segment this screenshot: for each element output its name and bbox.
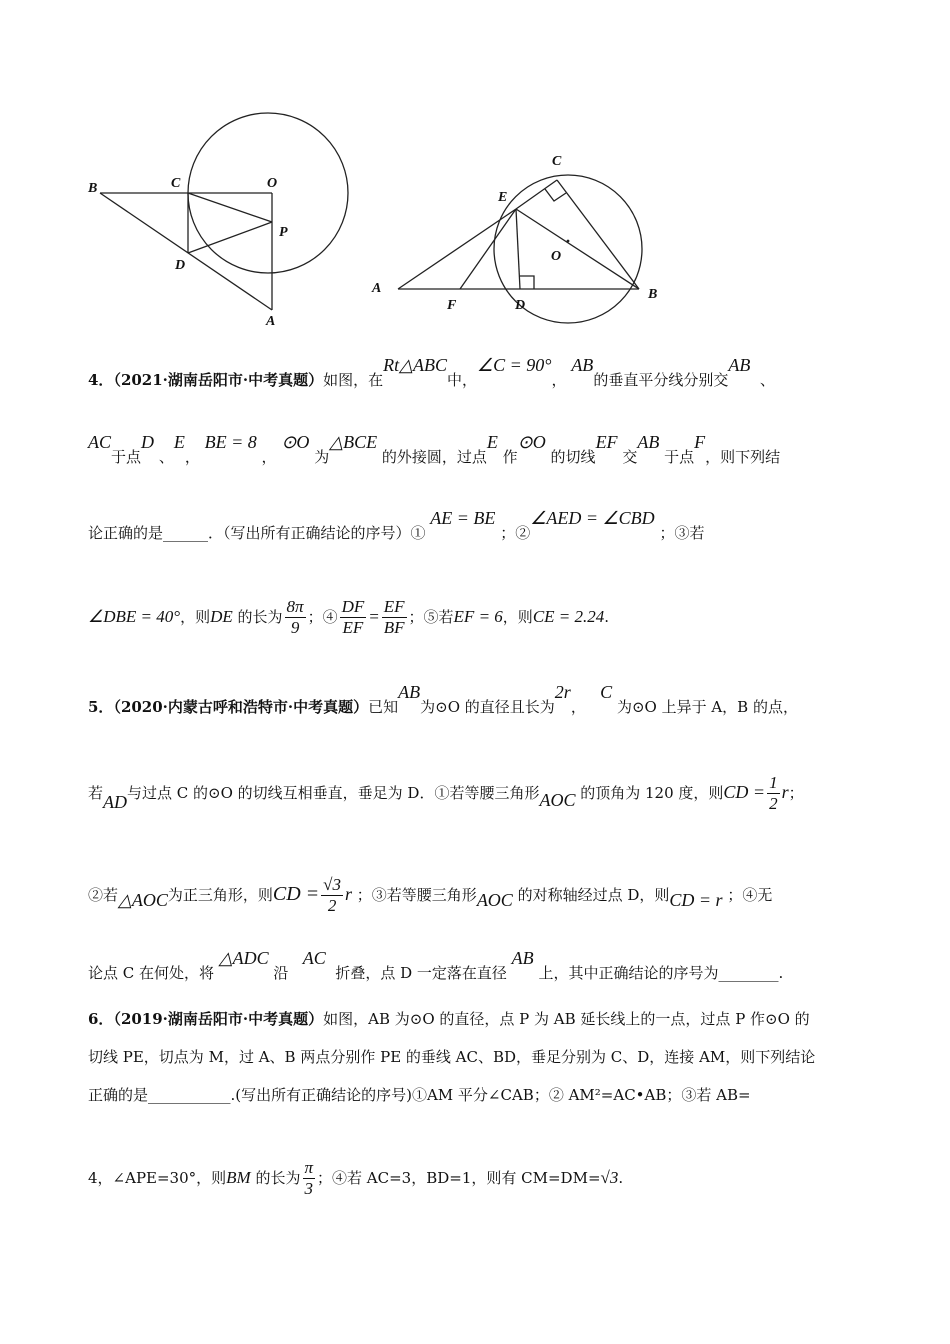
q5-fraction	[767, 773, 780, 815]
q4-text: 的长为	[237, 607, 283, 626]
right-angle-mark-C	[545, 189, 566, 201]
q5-text: ，	[570, 698, 586, 716]
figure-left-geometry	[80, 110, 370, 335]
q4-text: 作	[502, 448, 518, 466]
q4-text: ；②	[500, 524, 531, 542]
q4-text: ，	[551, 371, 567, 389]
q4-frac-den: 9	[290, 618, 300, 638]
q6-arc: BM	[226, 1167, 251, 1187]
q5-text: 与过点 C 的⊙O 的切线互相垂直，垂足为 D．①若等腰三角形	[127, 783, 540, 802]
q4-math: D	[141, 432, 155, 452]
q4-math: F	[694, 432, 706, 452]
right-angle-mark-D	[520, 276, 534, 289]
label-D: D	[515, 298, 526, 313]
segment-CP	[188, 193, 272, 222]
q5-text: 为⊙O 的直径且长为	[420, 698, 555, 716]
q4-line-2	[88, 432, 781, 466]
q5-text: 论点 C 在何处，将	[88, 964, 215, 982]
label-A: A	[372, 281, 382, 296]
q4-math: =	[368, 606, 380, 626]
label-B: B	[648, 287, 658, 302]
q4-math: ∠C = 90°	[477, 355, 552, 375]
q4-text: .	[604, 607, 610, 626]
q4-text: 、	[158, 448, 174, 466]
q5-text: 的对称轴经过点 D，则	[517, 885, 670, 904]
segment-BA	[100, 193, 272, 310]
q4-text: 的外接圆，过点	[381, 448, 487, 466]
q4-text: ，	[184, 448, 200, 466]
q6-source: （2019·湖南岳阳市·中考真题）	[113, 1010, 324, 1028]
q4-line-1	[88, 355, 775, 389]
q4-text: 、	[759, 371, 775, 389]
q4-math: AB	[571, 355, 594, 375]
q4-frac-num: DF	[340, 597, 367, 618]
segment-ED	[516, 209, 520, 289]
q4-math: ∠AED = ∠CBD	[530, 508, 655, 528]
q5-source: （2020·内蒙古呼和浩特市·中考真题）	[113, 698, 369, 716]
q4-text: 论正确的是______．（写出所有正确结论的序号）①	[88, 524, 426, 542]
q4-text: 中，	[447, 371, 478, 389]
label-O: O	[551, 249, 562, 264]
q5-frac-den: 2	[769, 794, 778, 814]
q4-fraction	[340, 597, 367, 639]
q4-frac-num: EF	[382, 597, 407, 618]
q4-line-4	[88, 597, 609, 639]
q5-text: ；④无	[727, 885, 773, 904]
q4-math: EF = 6	[453, 606, 503, 626]
q5-math: AD	[103, 791, 128, 812]
q5-math: r	[781, 781, 789, 802]
q4-text: 如图，在	[323, 371, 384, 389]
q4-math: AB	[637, 432, 660, 452]
segment-CB	[557, 180, 639, 289]
q4-text: 的切线	[550, 448, 596, 466]
q6-text: 4，∠APE=30°，则	[88, 1168, 227, 1187]
q5-text: 折叠，点 D 一定落在直径	[335, 964, 507, 982]
q4-text: ，则	[180, 607, 211, 626]
q5-math: AOC	[476, 889, 513, 910]
q4-math: AB	[728, 355, 751, 375]
q5-frac-den: 2	[327, 896, 337, 916]
q4-fraction	[285, 597, 306, 639]
q4-number: 4．	[88, 371, 114, 389]
q5-math: C	[600, 682, 613, 702]
q5-text: 若	[88, 783, 104, 802]
segment-EC	[516, 180, 557, 209]
q4-math: ∠DBE = 40°	[88, 606, 181, 626]
q6-number: 6．	[88, 1010, 114, 1028]
segment-AE	[398, 209, 516, 289]
q6-text: 的长为	[255, 1168, 301, 1187]
label-C: C	[171, 176, 181, 191]
q6-text: .	[618, 1168, 624, 1187]
q4-text: ，则	[502, 607, 533, 626]
q5-text: ②若	[88, 885, 119, 904]
q6-line-3	[88, 1088, 751, 1103]
q4-text: 于点	[664, 448, 695, 466]
q4-text: ；④	[307, 607, 338, 626]
q5-math: CD =	[723, 781, 766, 802]
q5-math: AOC	[539, 789, 576, 810]
q4-text: ；③若	[659, 524, 705, 542]
q5-text: ；	[788, 783, 804, 802]
q6-frac-den: 3	[304, 1179, 314, 1199]
q5-math: AC	[302, 948, 326, 968]
q6-line-4	[88, 1158, 623, 1200]
q6-math: √3	[600, 1167, 619, 1187]
q6-line-1	[88, 1012, 810, 1027]
q4-math: AE = BE	[430, 508, 496, 528]
q4-math: ⊙O	[517, 432, 546, 452]
q5-line-3	[88, 875, 772, 917]
q4-math: Rt△ABC	[383, 355, 447, 375]
segment-EF	[460, 209, 516, 289]
q4-math: E	[486, 432, 498, 452]
q5-math: AB	[511, 948, 534, 968]
q4-fraction	[382, 597, 407, 639]
q4-math: EF	[595, 432, 618, 452]
q5-line-2	[88, 773, 804, 815]
label-C: C	[552, 154, 562, 169]
q4-text: ，则下列结	[705, 448, 781, 466]
label-P: P	[279, 225, 288, 240]
q6-text: 如图，AB 为⊙O 的直径，点 P 为 AB 延长线上的一点，过点 P 作⊙O 的	[323, 1010, 810, 1028]
q4-line-3	[88, 508, 705, 542]
q5-text: 为正三角形，则	[167, 885, 273, 904]
segment-DP	[188, 222, 272, 253]
q5-text: 已知	[368, 698, 399, 716]
q6-line-2	[88, 1050, 815, 1065]
label-B: B	[88, 181, 98, 196]
center-dot-O	[567, 240, 570, 243]
q5-text: 上，其中正确结论的序号为________.	[538, 964, 784, 982]
q4-math: ⊙O	[281, 432, 310, 452]
q4-source: （2021·湖南岳阳市·中考真题）	[113, 371, 324, 389]
q5-text: 的顶角为 120 度，则	[580, 783, 724, 802]
q5-frac-num: 1	[767, 773, 780, 794]
q4-text: 为	[314, 448, 330, 466]
q4-math: △BCE	[329, 432, 378, 452]
q5-text: 为⊙O 上异于 A，B 的点，	[616, 698, 798, 716]
q6-text: 切线 PE，切点为 M，过 A、B 两点分别作 PE 的垂线 AC、BD，垂足分别为 C、D，连接 AM，则下列结论	[88, 1048, 816, 1066]
q6-text: ；④若 AC=3，BD=1，则有 CM=DM=	[317, 1168, 601, 1187]
label-E: E	[498, 190, 508, 205]
q4-math: AC	[88, 432, 112, 452]
q5-number: 5．	[88, 698, 114, 716]
q4-math: BE = 8	[204, 432, 257, 452]
q5-math: AB	[398, 682, 421, 702]
q4-math: CE = 2.24	[532, 606, 605, 626]
label-O: O	[267, 176, 278, 191]
q4-text: 于点	[111, 448, 142, 466]
q4-arc: DE	[210, 606, 233, 626]
label-A: A	[266, 314, 276, 329]
q5-frac-num: √3	[321, 875, 343, 896]
q5-math: r	[345, 883, 353, 904]
q4-frac-den: EF	[342, 618, 364, 638]
q5-math: 2r	[554, 682, 571, 702]
q4-math: E	[173, 432, 185, 452]
q4-frac-den: BF	[383, 618, 405, 638]
q6-frac-num: π	[303, 1158, 316, 1179]
label-D: D	[175, 258, 186, 273]
q5-line-1	[88, 682, 798, 716]
q5-math: △ADC	[218, 948, 269, 968]
q5-math: CD = r	[669, 889, 723, 910]
label-F: F	[447, 298, 457, 313]
q4-text: ，	[261, 448, 277, 466]
q4-frac-num: 8π	[285, 597, 306, 618]
q5-math: △AOC	[118, 889, 168, 910]
q4-text: 交	[622, 448, 638, 466]
q5-text: ；③若等腰三角形	[356, 885, 477, 904]
q4-text: 的垂直平分线分别交	[593, 371, 729, 389]
figure-right-geometry	[365, 145, 675, 330]
q5-fraction	[321, 875, 343, 917]
q4-text: ；⑤若	[408, 607, 454, 626]
q5-text: 沿	[273, 964, 289, 982]
q6-fraction	[303, 1158, 316, 1200]
q5-line-4	[88, 948, 784, 982]
q6-text: 正确的是___________.(写出所有正确结论的序号)①AM 平分∠CAB；② AM²=AC•AB；③若 AB=	[88, 1086, 751, 1104]
q5-math: CD =	[272, 882, 320, 905]
